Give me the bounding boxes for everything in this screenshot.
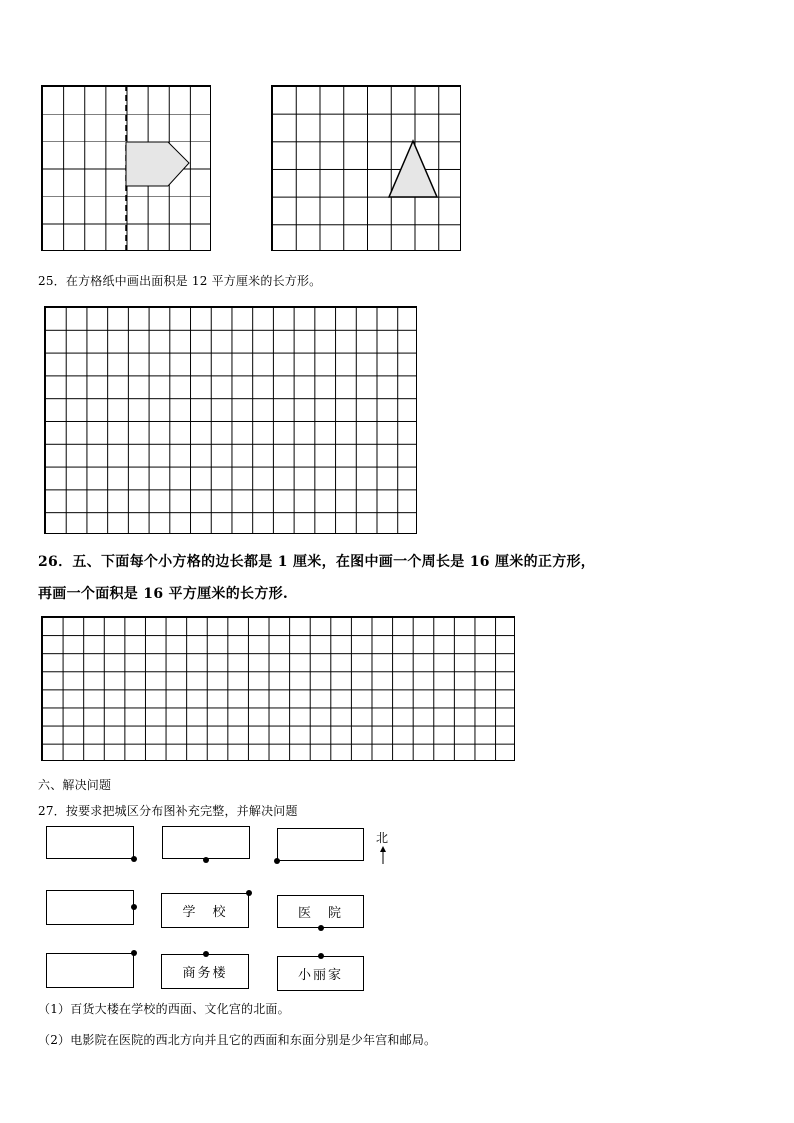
map-box-empty: [46, 826, 134, 859]
map-box-xiaoli-home: 小丽家: [277, 956, 364, 991]
grid-q26: [41, 616, 515, 761]
question-27-sub2: （2）电影院在医院的西北方向并且它的西面和东面分别是少年宫和邮局。: [38, 1033, 437, 1047]
map-box-business: 商务楼: [161, 954, 249, 989]
question-27-title: 27．按要求把城区分布图补充完整，并解决问题: [38, 804, 298, 818]
question-27-sub1: （1）百货大楼在学校的西面、文化宫的北面。: [38, 1002, 290, 1016]
map-dot: [131, 950, 137, 956]
question-26-line2: 再画一个面积是 16 平方厘米的长方形.: [38, 586, 289, 602]
map-box-empty: [162, 826, 250, 859]
question-26-line1: 26．五、下面每个小方格的边长都是 1 厘米，在图中画一个周长是 16 厘米的正方形，: [38, 554, 596, 570]
map-dot: [131, 856, 137, 862]
section-6-title: 六、解决问题: [38, 778, 112, 792]
map-box-hospital: 医 院: [277, 895, 364, 928]
grid-q25: [44, 306, 417, 534]
triangle-figure: [271, 85, 463, 253]
map-box-empty: [277, 828, 364, 861]
map-box-school: 学 校: [161, 893, 249, 928]
map-dot: [203, 951, 209, 957]
question-25: 25．在方格纸中画出面积是 12 平方厘米的长方形。: [38, 274, 322, 288]
map-dot: [203, 857, 209, 863]
north-label: 北: [376, 831, 389, 845]
symmetry-figure-left: [41, 85, 213, 253]
map-dot: [274, 858, 280, 864]
map-box-empty: [46, 953, 134, 988]
city-map: [38, 820, 390, 992]
map-dot: [131, 904, 137, 910]
map-dot: [318, 953, 324, 959]
map-dot: [246, 890, 252, 896]
north-arrow-icon: [378, 846, 388, 864]
map-box-empty: [46, 890, 134, 925]
map-dot: [318, 925, 324, 931]
